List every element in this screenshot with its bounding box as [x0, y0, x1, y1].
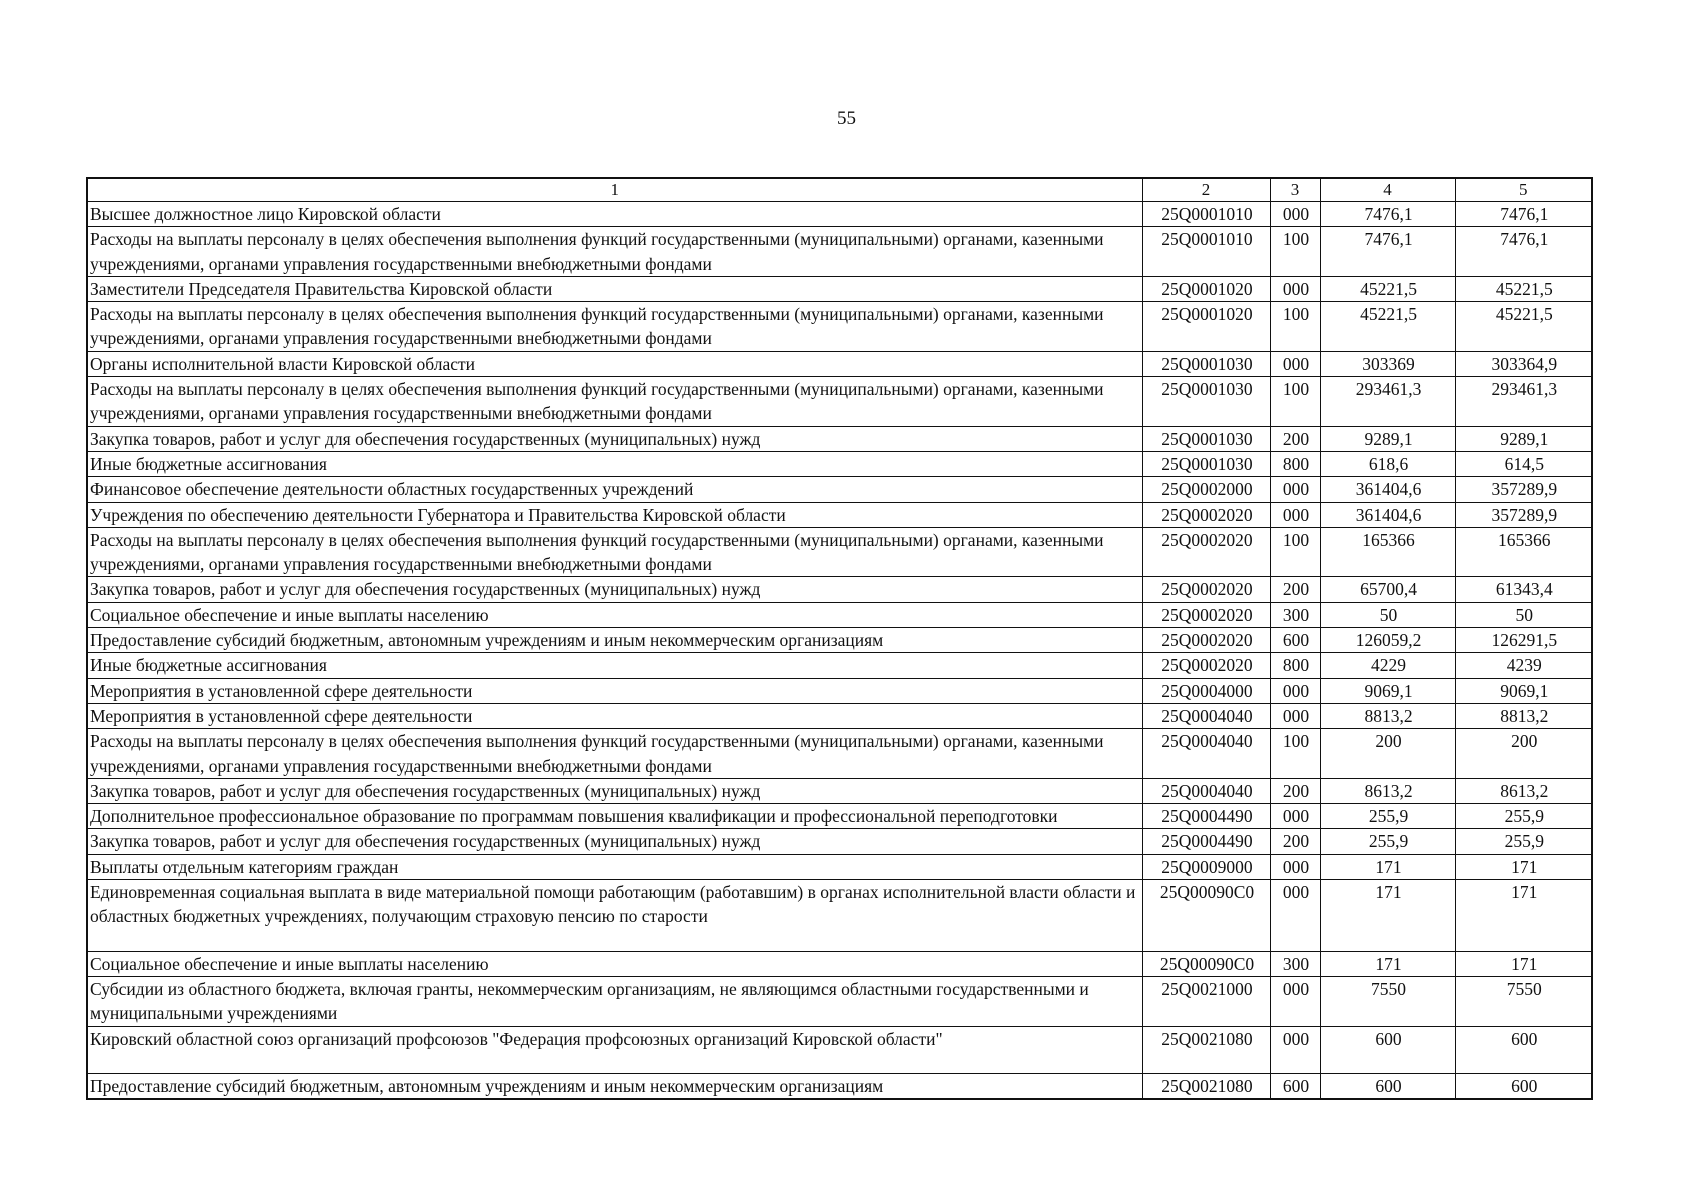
row-value-2-cell: 50: [1455, 602, 1592, 627]
row-code-cell: 25Q0021080: [1142, 1026, 1270, 1073]
row-value-1-cell: 8813,2: [1320, 703, 1455, 728]
table-row: [87, 829, 1592, 854]
row-value-2-cell: 171: [1455, 880, 1592, 952]
table-row: [87, 729, 1592, 779]
row-code-cell: 25Q0002020: [1142, 527, 1270, 577]
table-row: [87, 778, 1592, 803]
row-kind-cell: 000: [1270, 678, 1320, 703]
row-code-cell: 25Q0002020: [1142, 577, 1270, 602]
row-name-cell: Кировский областной союз организаций профсоюзов "Федерация профсоюзных организаций Кировской области": [87, 1026, 1142, 1073]
row-value-2-cell: 357289,9: [1455, 477, 1592, 502]
row-value-1-cell: 255,9: [1320, 804, 1455, 829]
row-kind-cell: 300: [1270, 602, 1320, 627]
row-code-cell: 25Q0004490: [1142, 804, 1270, 829]
row-name-cell: Дополнительное профессиональное образование по программам повышения квалификации и профессиональной переподготовки: [87, 804, 1142, 829]
table-row: [87, 351, 1592, 376]
row-kind-cell: 600: [1270, 628, 1320, 653]
row-value-1-cell: 361404,6: [1320, 477, 1455, 502]
row-value-1-cell: 600: [1320, 1073, 1455, 1099]
row-value-2-cell: 8613,2: [1455, 778, 1592, 803]
row-code-cell: 25Q00090C0: [1142, 951, 1270, 976]
row-code-cell: 25Q0002020: [1142, 502, 1270, 527]
row-kind-cell: 000: [1270, 202, 1320, 227]
row-name-cell: Иные бюджетные ассигнования: [87, 451, 1142, 476]
row-code-cell: 25Q0002020: [1142, 653, 1270, 678]
row-value-2-cell: 8813,2: [1455, 703, 1592, 728]
header-col-1: 1: [87, 178, 1142, 202]
row-code-cell: 25Q0001030: [1142, 451, 1270, 476]
row-value-2-cell: 171: [1455, 951, 1592, 976]
row-value-2-cell: 61343,4: [1455, 577, 1592, 602]
table-row: [87, 527, 1592, 577]
row-value-1-cell: 4229: [1320, 653, 1455, 678]
row-value-1-cell: 171: [1320, 854, 1455, 879]
row-code-cell: 25Q0021080: [1142, 1073, 1270, 1099]
row-code-cell: 25Q0021000: [1142, 976, 1270, 1026]
row-value-1-cell: 126059,2: [1320, 628, 1455, 653]
row-name-cell: Закупка товаров, работ и услуг для обеспечения государственных (муниципальных) нужд: [87, 778, 1142, 803]
row-value-2-cell: 45221,5: [1455, 276, 1592, 301]
row-name-cell: Социальное обеспечение и иные выплаты населению: [87, 951, 1142, 976]
table-row: [87, 703, 1592, 728]
row-value-1-cell: 165366: [1320, 527, 1455, 577]
row-kind-cell: 800: [1270, 451, 1320, 476]
table-body: [87, 202, 1592, 1100]
row-value-1-cell: 50: [1320, 602, 1455, 627]
table-row: [87, 653, 1592, 678]
row-kind-cell: 200: [1270, 426, 1320, 451]
row-name-cell: Предоставление субсидий бюджетным, автономным учреждениям и иным некоммерческим организациям: [87, 1073, 1142, 1099]
row-name-cell: Расходы на выплаты персоналу в целях обеспечения выполнения функций государственными (муниципальными) органами, казенными учреждениями, органами управления государственными внебюджетными фондами: [87, 302, 1142, 352]
row-name-cell: Заместители Председателя Правительства Кировской области: [87, 276, 1142, 301]
table-row: [87, 854, 1592, 879]
header-col-2: 2: [1142, 178, 1270, 202]
row-name-cell: Закупка товаров, работ и услуг для обеспечения государственных (муниципальных) нужд: [87, 426, 1142, 451]
row-value-2-cell: 614,5: [1455, 451, 1592, 476]
header-col-3: 3: [1270, 178, 1320, 202]
table-row: [87, 426, 1592, 451]
row-name-cell: Выплаты отдельным категориям граждан: [87, 854, 1142, 879]
header-col-5: 5: [1455, 178, 1592, 202]
row-name-cell: Финансовое обеспечение деятельности областных государственных учреждений: [87, 477, 1142, 502]
row-kind-cell: 200: [1270, 577, 1320, 602]
row-value-1-cell: 45221,5: [1320, 302, 1455, 352]
table-row: [87, 477, 1592, 502]
row-code-cell: 25Q0001020: [1142, 276, 1270, 301]
row-value-2-cell: 255,9: [1455, 829, 1592, 854]
table-row: [87, 227, 1592, 277]
table-row: [87, 577, 1592, 602]
row-value-1-cell: 9069,1: [1320, 678, 1455, 703]
row-value-2-cell: 165366: [1455, 527, 1592, 577]
row-kind-cell: 200: [1270, 778, 1320, 803]
row-code-cell: 25Q0002020: [1142, 602, 1270, 627]
row-name-cell: Иные бюджетные ассигнования: [87, 653, 1142, 678]
row-name-cell: Расходы на выплаты персоналу в целях обеспечения выполнения функций государственными (муниципальными) органами, казенными учреждениями, органами управления государственными внебюджетными фондами: [87, 527, 1142, 577]
table-row: [87, 502, 1592, 527]
row-value-1-cell: 7476,1: [1320, 202, 1455, 227]
row-name-cell: Мероприятия в установленной сфере деятельности: [87, 678, 1142, 703]
row-value-2-cell: 4239: [1455, 653, 1592, 678]
row-name-cell: Расходы на выплаты персоналу в целях обеспечения выполнения функций государственными (муниципальными) органами, казенными учреждениями, органами управления государственными внебюджетными фондами: [87, 729, 1142, 779]
row-code-cell: 25Q00090C0: [1142, 880, 1270, 952]
table-row: [87, 678, 1592, 703]
row-code-cell: 25Q0004000: [1142, 678, 1270, 703]
row-kind-cell: 000: [1270, 880, 1320, 952]
row-value-1-cell: 7476,1: [1320, 227, 1455, 277]
table-row: [87, 976, 1592, 1026]
table-row: [87, 202, 1592, 227]
row-code-cell: 25Q0004490: [1142, 829, 1270, 854]
row-kind-cell: 100: [1270, 227, 1320, 277]
row-kind-cell: 000: [1270, 703, 1320, 728]
row-name-cell: Единовременная социальная выплата в виде материальной помощи работающим (работавшим) в органах исполнительной власти области и областных бюджетных учреждениях, получающим страховую пенсию по старости: [87, 880, 1142, 952]
row-code-cell: 25Q0009000: [1142, 854, 1270, 879]
row-kind-cell: 000: [1270, 276, 1320, 301]
table-row: [87, 880, 1592, 952]
table-row: [87, 628, 1592, 653]
row-value-1-cell: 9289,1: [1320, 426, 1455, 451]
row-value-2-cell: 303364,9: [1455, 351, 1592, 376]
table-row: [87, 302, 1592, 352]
table-row: [87, 377, 1592, 427]
row-value-1-cell: 618,6: [1320, 451, 1455, 476]
row-value-1-cell: 45221,5: [1320, 276, 1455, 301]
table-row: [87, 1073, 1592, 1099]
row-kind-cell: 000: [1270, 804, 1320, 829]
row-name-cell: Органы исполнительной власти Кировской области: [87, 351, 1142, 376]
row-name-cell: Расходы на выплаты персоналу в целях обеспечения выполнения функций государственными (муниципальными) органами, казенными учреждениями, органами управления государственными внебюджетными фондами: [87, 227, 1142, 277]
row-name-cell: Учреждения по обеспечению деятельности Губернатора и Правительства Кировской области: [87, 502, 1142, 527]
budget-table: [86, 177, 1593, 1100]
row-value-1-cell: 8613,2: [1320, 778, 1455, 803]
row-value-1-cell: 255,9: [1320, 829, 1455, 854]
table-row: [87, 1026, 1592, 1073]
row-kind-cell: 600: [1270, 1073, 1320, 1099]
row-code-cell: 25Q0001030: [1142, 377, 1270, 427]
row-code-cell: 25Q0002020: [1142, 628, 1270, 653]
row-value-2-cell: 7476,1: [1455, 202, 1592, 227]
row-value-1-cell: 361404,6: [1320, 502, 1455, 527]
row-value-2-cell: 7476,1: [1455, 227, 1592, 277]
table-row: [87, 804, 1592, 829]
row-kind-cell: 000: [1270, 351, 1320, 376]
row-kind-cell: 000: [1270, 854, 1320, 879]
row-code-cell: 25Q0001010: [1142, 202, 1270, 227]
row-kind-cell: 100: [1270, 729, 1320, 779]
row-value-1-cell: 600: [1320, 1026, 1455, 1073]
row-value-1-cell: 65700,4: [1320, 577, 1455, 602]
row-value-2-cell: 357289,9: [1455, 502, 1592, 527]
row-value-1-cell: 303369: [1320, 351, 1455, 376]
row-kind-cell: 000: [1270, 502, 1320, 527]
row-value-2-cell: 7550: [1455, 976, 1592, 1026]
row-code-cell: 25Q0001030: [1142, 426, 1270, 451]
row-name-cell: Предоставление субсидий бюджетным, автономным учреждениям и иным некоммерческим организациям: [87, 628, 1142, 653]
row-name-cell: Социальное обеспечение и иные выплаты населению: [87, 602, 1142, 627]
table-row: [87, 951, 1592, 976]
row-name-cell: Расходы на выплаты персоналу в целях обеспечения выполнения функций государственными (муниципальными) органами, казенными учреждениями, органами управления государственными внебюджетными фондами: [87, 377, 1142, 427]
row-value-1-cell: 200: [1320, 729, 1455, 779]
row-kind-cell: 200: [1270, 829, 1320, 854]
row-value-2-cell: 126291,5: [1455, 628, 1592, 653]
row-kind-cell: 100: [1270, 527, 1320, 577]
row-value-1-cell: 171: [1320, 951, 1455, 976]
row-name-cell: Мероприятия в установленной сфере деятельности: [87, 703, 1142, 728]
header-row: [87, 178, 1592, 202]
row-value-2-cell: 9069,1: [1455, 678, 1592, 703]
row-name-cell: Субсидии из областного бюджета, включая гранты, некоммерческим организациям, не являющимся областными государственными и муниципальными учреждениями: [87, 976, 1142, 1026]
row-value-2-cell: 171: [1455, 854, 1592, 879]
page-number: 55: [837, 108, 856, 129]
row-value-1-cell: 171: [1320, 880, 1455, 952]
row-code-cell: 25Q0001030: [1142, 351, 1270, 376]
row-code-cell: 25Q0001010: [1142, 227, 1270, 277]
row-name-cell: Закупка товаров, работ и услуг для обеспечения государственных (муниципальных) нужд: [87, 577, 1142, 602]
table-row: [87, 451, 1592, 476]
row-kind-cell: 000: [1270, 976, 1320, 1026]
row-value-2-cell: 293461,3: [1455, 377, 1592, 427]
header-col-4: 4: [1320, 178, 1455, 202]
row-kind-cell: 000: [1270, 1026, 1320, 1073]
table-row: [87, 602, 1592, 627]
row-kind-cell: 100: [1270, 377, 1320, 427]
row-code-cell: 25Q0004040: [1142, 778, 1270, 803]
row-code-cell: 25Q0001020: [1142, 302, 1270, 352]
row-value-2-cell: 600: [1455, 1073, 1592, 1099]
row-value-2-cell: 600: [1455, 1026, 1592, 1073]
row-name-cell: Закупка товаров, работ и услуг для обеспечения государственных (муниципальных) нужд: [87, 829, 1142, 854]
row-name-cell: Высшее должностное лицо Кировской области: [87, 202, 1142, 227]
row-value-1-cell: 293461,3: [1320, 377, 1455, 427]
row-kind-cell: 800: [1270, 653, 1320, 678]
row-value-2-cell: 45221,5: [1455, 302, 1592, 352]
table-row: [87, 276, 1592, 301]
row-code-cell: 25Q0004040: [1142, 729, 1270, 779]
row-value-2-cell: 255,9: [1455, 804, 1592, 829]
row-value-2-cell: 9289,1: [1455, 426, 1592, 451]
row-value-2-cell: 200: [1455, 729, 1592, 779]
row-code-cell: 25Q0002000: [1142, 477, 1270, 502]
row-kind-cell: 000: [1270, 477, 1320, 502]
row-kind-cell: 300: [1270, 951, 1320, 976]
row-kind-cell: 100: [1270, 302, 1320, 352]
row-code-cell: 25Q0004040: [1142, 703, 1270, 728]
row-value-1-cell: 7550: [1320, 976, 1455, 1026]
